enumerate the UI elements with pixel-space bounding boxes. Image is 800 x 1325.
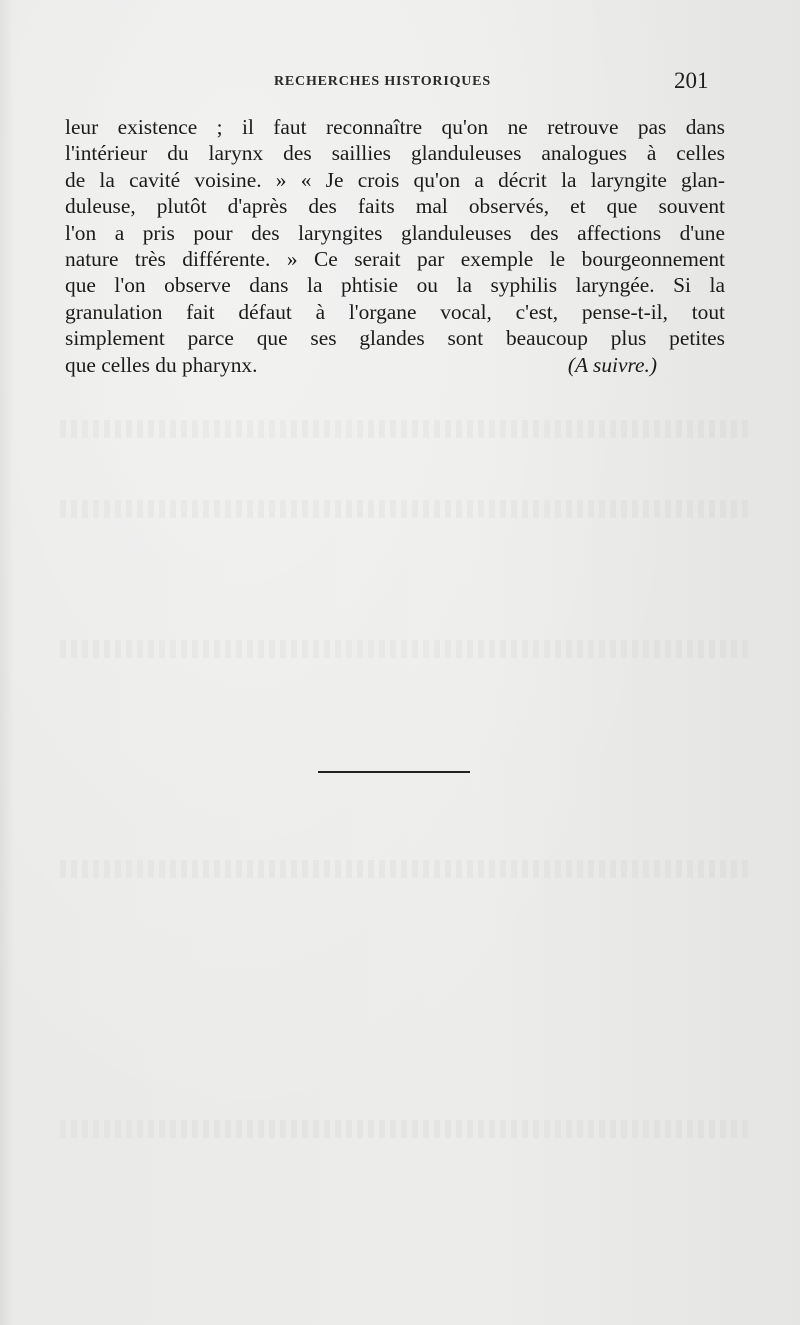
- running-title: RECHERCHES HISTORIQUES: [274, 74, 491, 89]
- show-through-texture: [60, 1120, 750, 1138]
- text-line: simplement parce que ses glandes sont beaucoup plus petites: [65, 326, 725, 351]
- text-line: leur existence ; il faut reconnaître qu'on ne retrouve pas dans: [65, 115, 725, 139]
- running-header: [0, 70, 800, 94]
- show-through-texture: [60, 420, 750, 438]
- text-line: que celles du pharynx.: [65, 352, 258, 377]
- text-line: duleuse, plutôt d'après des faits mal observés, et que souvent: [65, 194, 725, 219]
- section-divider-rule: [318, 771, 470, 773]
- text-line: l'intérieur du larynx des saillies glanduleuses analogues à celles: [65, 141, 725, 166]
- show-through-texture: [60, 640, 750, 658]
- body-paragraph: [65, 114, 725, 378]
- text-line: l'on a pris pour des laryngites glanduleuses des affections d'une: [65, 220, 725, 245]
- text-line: nature très différente. » Ce serait par exemple le bourgeonnement: [65, 247, 725, 272]
- text-line: que l'on observe dans la phtisie ou la syphilis laryngée. Si la: [65, 273, 725, 298]
- show-through-texture: [60, 500, 750, 518]
- show-through-texture: [60, 860, 750, 878]
- text-line: de la cavité voisine. » « Je crois qu'on a décrit la laryngite glan-: [65, 167, 725, 192]
- final-text-line: [65, 352, 725, 378]
- continuation-note: (A suivre.): [567, 352, 657, 377]
- page-number: 201: [674, 68, 709, 93]
- text-line: granulation fait défaut à l'organe vocal, c'est, pense-t-il, tout: [65, 299, 725, 324]
